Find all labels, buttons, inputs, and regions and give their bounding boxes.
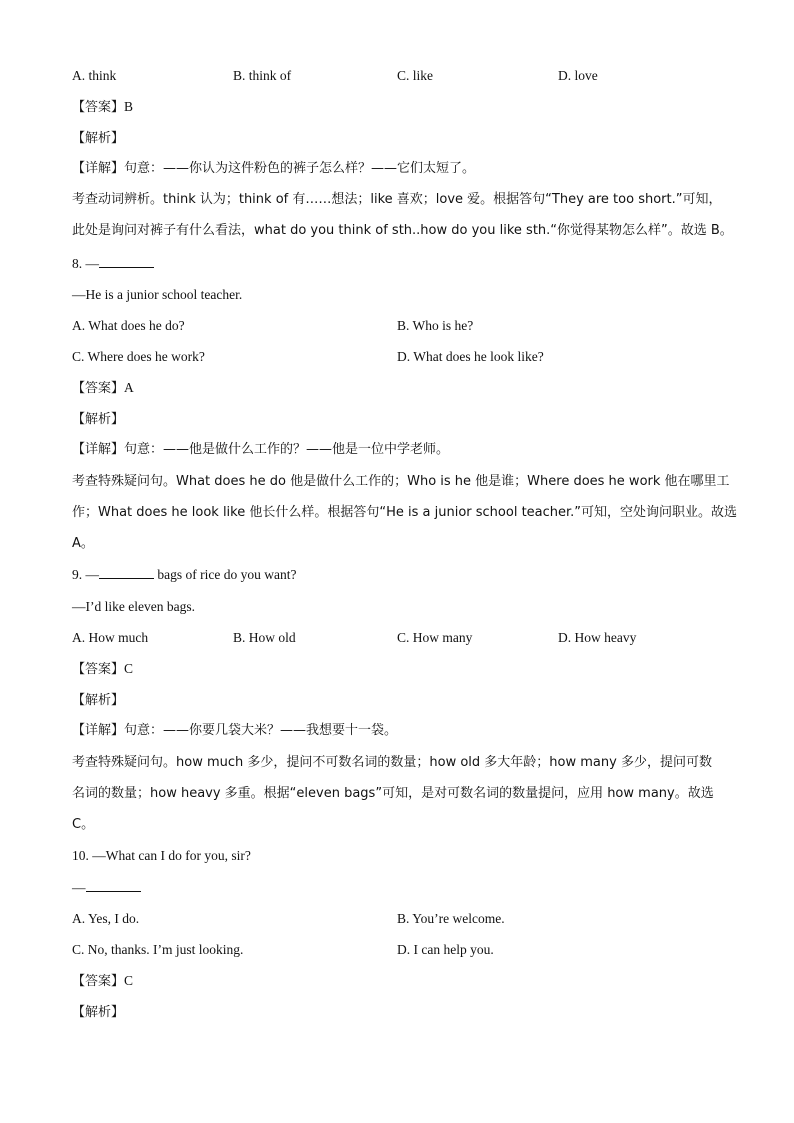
q8-explain-line-1: 考查特殊疑问句。What does he do 他是做什么工作的；Who is he 他是谁；Where does he work 他在哪里工 bbox=[72, 474, 730, 489]
q9-response: —I’d like eleven bags. bbox=[72, 599, 195, 614]
q10-option-b: B. You’re welcome. bbox=[397, 911, 505, 926]
q7-detail bbox=[72, 160, 475, 178]
answer-blank bbox=[99, 255, 154, 268]
q9-analysis-label: 【解析】 bbox=[72, 693, 125, 708]
answer-blank bbox=[86, 879, 141, 892]
q10-response: — bbox=[72, 879, 141, 897]
q10-analysis-label: 【解析】 bbox=[72, 1005, 125, 1020]
q8-response: —He is a junior school teacher. bbox=[72, 287, 243, 302]
q9-explain-line-3: C。 bbox=[72, 817, 95, 832]
q9-prompt: 9. — bags of rice do you want? bbox=[72, 567, 297, 582]
q9-explain-line-2: 名词的数量；how heavy 多重。根据“eleven bags”可知，是对可数名词的数量提问，应用 how many。故选 bbox=[72, 786, 714, 801]
q7-option-b: B. think of bbox=[233, 68, 292, 83]
q7-answer bbox=[72, 98, 133, 117]
q7-option-d: D. love bbox=[558, 68, 598, 83]
q10-answer: 【答案】C bbox=[72, 973, 134, 989]
q7-option-a: A. think bbox=[72, 68, 117, 83]
q9-detail: 【详解】句意：——你要几袋大米？——我想要十一袋。 bbox=[72, 723, 398, 738]
detail-text: 句意：——你认为这件粉色的裤子怎么样？——它们太短了。 bbox=[124, 161, 476, 176]
answer-label: 【答案】 bbox=[72, 100, 125, 115]
q10-option-c: C. No, thanks. I’m just looking. bbox=[72, 942, 244, 957]
q10-prompt: 10. —What can I do for you, sir? bbox=[72, 848, 251, 863]
q8-analysis-label: 【解析】 bbox=[72, 412, 125, 427]
q8-option-d: D. What does he look like? bbox=[397, 349, 544, 364]
q8-option-c: C. Where does he work? bbox=[72, 349, 205, 364]
q7-explain-line-1: 考查动词辨析。think 认为；think of 有……想法；like 喜欢；love 爱。根据答句“They are too short.”可知， bbox=[72, 192, 722, 207]
q8-option-b: B. Who is he? bbox=[397, 318, 474, 333]
answer-value: B bbox=[124, 99, 134, 114]
q8-option-a: A. What does he do? bbox=[72, 318, 185, 333]
q9-option-b: B. How old bbox=[233, 630, 296, 645]
q9-option-d: D. How heavy bbox=[558, 630, 637, 645]
q9-answer: 【答案】C bbox=[72, 661, 134, 677]
q9-option-c: C. How many bbox=[397, 630, 473, 645]
q9-option-a: A. How much bbox=[72, 630, 149, 645]
detail-label: 【详解】 bbox=[72, 161, 125, 176]
q7-analysis-label: 【解析】 bbox=[72, 131, 125, 146]
q10-option-a: A. Yes, I do. bbox=[72, 911, 140, 926]
q10-option-d: D. I can help you. bbox=[397, 942, 494, 957]
q8-prompt: 8. — bbox=[72, 255, 154, 273]
q8-explain-line-2: 作；What does he look like 他长什么样。根据答句“He is a junior school teacher.”可知，空处询问职业。故选 bbox=[72, 505, 738, 520]
q8-explain-line-3: A。 bbox=[72, 536, 94, 551]
q8-answer: 【答案】A bbox=[72, 380, 134, 396]
q8-detail: 【详解】句意：——他是做什么工作的？——他是一位中学老师。 bbox=[72, 442, 450, 457]
q7-explain-line-2: 此处是询问对裤子有什么看法，what do you think of sth..how do you like sth.“你觉得某物怎么样”。故选 B。 bbox=[72, 223, 733, 238]
q9-explain-line-1: 考查特殊疑问句。how much 多少，提问不可数名词的数量；how old 多大年龄；how many 多少，提问可数 bbox=[72, 755, 712, 770]
answer-blank bbox=[99, 566, 154, 579]
q7-option-c: C. like bbox=[397, 68, 433, 83]
